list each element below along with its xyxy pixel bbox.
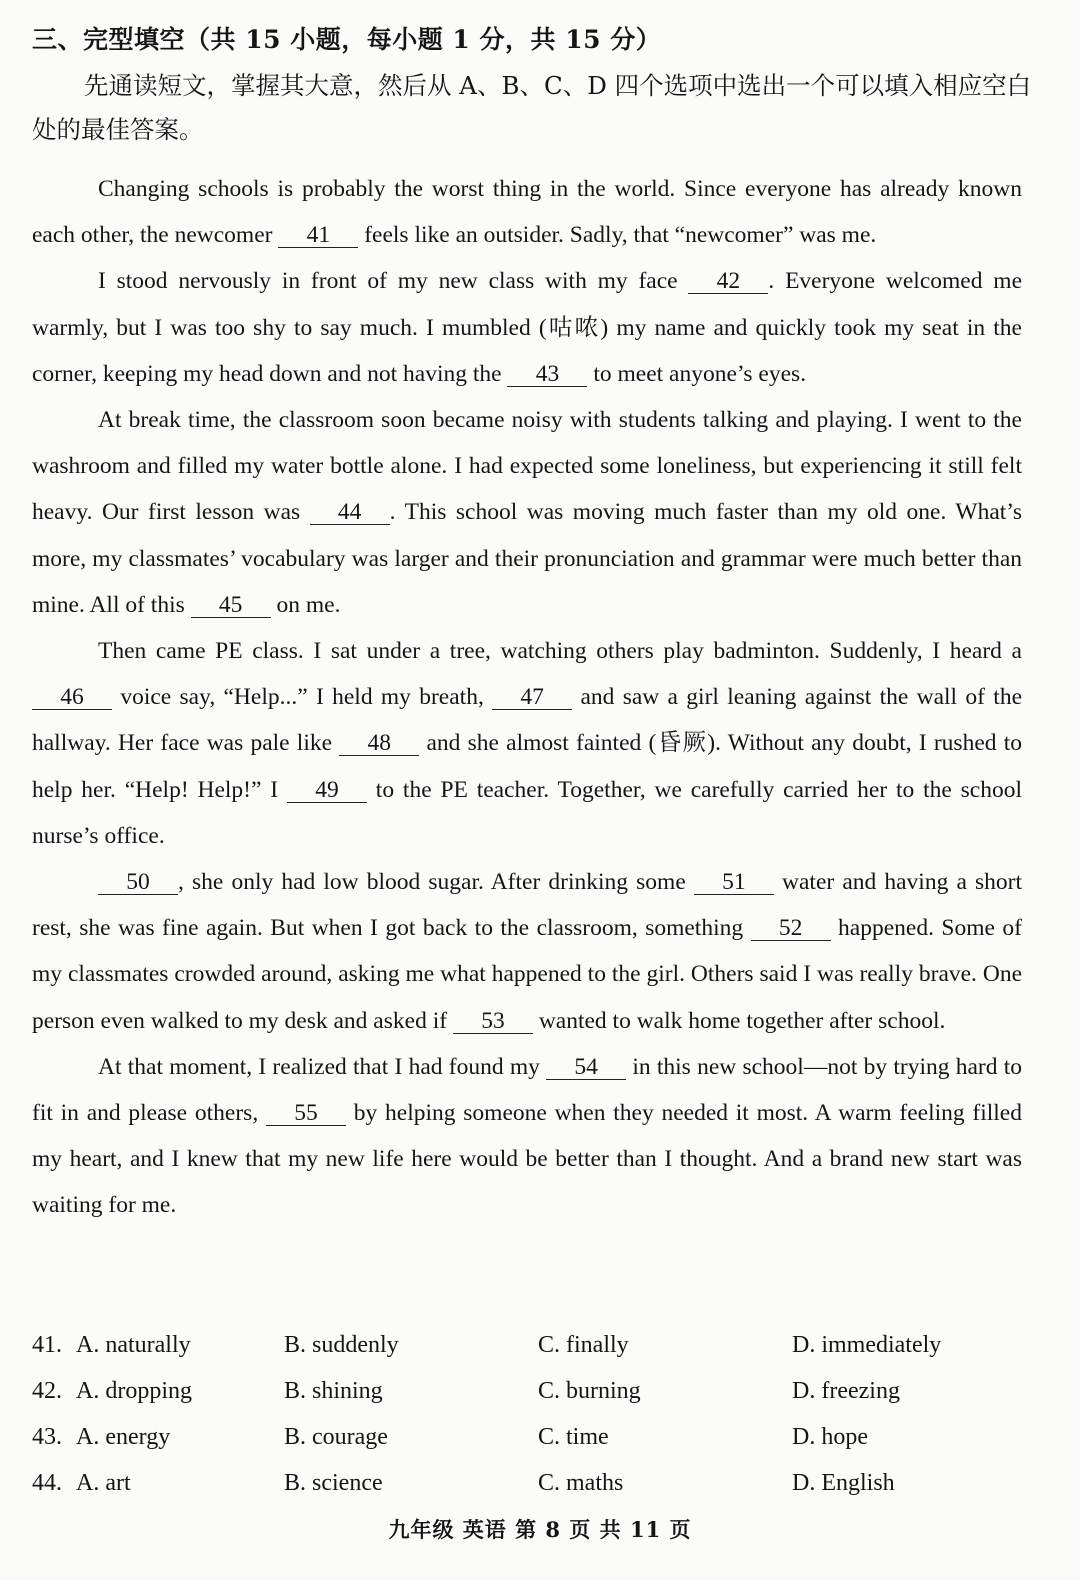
passage-text: to the PE teacher. Together, we carefully carried her to the school nurse’s office. xyxy=(32,776,1023,849)
page-footer: 九年级 英语 第 8 页 共 11 页 xyxy=(388,1517,692,1542)
passage-text: by helping someone when they needed it most. A warm feeling filled my heart, and I knew that my new life here would be better than I thought. And a brand new start was waiting for me. xyxy=(32,1100,1022,1219)
cloze-passage xyxy=(32,166,1022,1229)
passage-text: in this new school—not by trying hard to fit in and please others, xyxy=(32,1053,1022,1127)
passage-text: voice say, “Help...” I held my breath, xyxy=(112,684,493,711)
option-c: C. burning xyxy=(538,1377,641,1404)
blank-49: 49 xyxy=(287,778,367,803)
paragraph-5 xyxy=(32,859,1022,1044)
blank-50: 50 xyxy=(98,870,178,895)
option-c: C. time xyxy=(538,1423,609,1450)
option-row xyxy=(32,1460,1032,1506)
option-a: A. naturally xyxy=(76,1331,191,1358)
paragraph-2 xyxy=(32,258,1022,397)
option-row xyxy=(32,1322,1032,1368)
paragraph-6 xyxy=(32,1044,1022,1229)
passage-text: happened. Some of my classmates crowded around, asking me what happened to the girl. Others said I was really brave. One person even walked to my desk and asked if xyxy=(32,915,1022,1034)
question-number: 42. xyxy=(32,1377,62,1404)
passage-text: on me. xyxy=(270,591,341,618)
blank-45: 45 xyxy=(191,593,271,618)
blank-42: 42 xyxy=(688,269,768,294)
blank-51: 51 xyxy=(694,870,774,895)
passage-text: feels like an outsider. Sadly, that “newcomer” was me. xyxy=(358,222,877,249)
blank-54: 54 xyxy=(546,1055,626,1080)
option-c: C. finally xyxy=(538,1331,629,1358)
passage-text: , she only had low blood sugar. After drinking some xyxy=(178,869,694,896)
option-a: A. energy xyxy=(76,1423,171,1450)
option-b: B. suddenly xyxy=(284,1331,399,1358)
blank-48: 48 xyxy=(339,731,419,756)
passage-text: Changing schools is probably the worst thing in the world. Since everyone has already known each other, the newcomer xyxy=(32,176,1022,249)
option-d: D. freezing xyxy=(792,1377,900,1404)
option-row xyxy=(32,1368,1032,1414)
passage-text: . Everyone welcomed me warmly, but I was too shy to say much. I mumbled (咕哝) my name and quickly took my seat in the corner, keeping my head down and not having the xyxy=(32,268,1022,387)
blank-55: 55 xyxy=(266,1101,346,1126)
blank-41: 41 xyxy=(278,223,358,248)
passage-text: to meet anyone’s eyes. xyxy=(587,360,807,387)
passage-text: and saw a girl leaning against the wall of the hallway. Her face was pale like xyxy=(32,684,1022,757)
blank-53: 53 xyxy=(453,1009,533,1034)
passage-text: . This school was moving much faster than my old one. What’s more, my classmates’ vocabulary was larger and their pronunciation and grammar were much better than mine. All of this xyxy=(32,499,1022,618)
option-b: B. courage xyxy=(284,1423,388,1450)
paragraph-3 xyxy=(32,397,1022,628)
question-number: 41. xyxy=(32,1331,62,1358)
question-number: 43. xyxy=(32,1423,62,1450)
option-a: A. dropping xyxy=(76,1377,192,1404)
paragraph-1 xyxy=(32,166,1022,258)
option-a: A. art xyxy=(76,1469,131,1496)
passage-text: water and having a short rest, she was fine again. But when I got back to the classroom, something xyxy=(32,869,1022,942)
option-d: D. immediately xyxy=(792,1331,942,1358)
blank-52: 52 xyxy=(751,916,831,941)
option-c: C. maths xyxy=(538,1469,624,1496)
option-row xyxy=(32,1414,1032,1460)
passage-text: wanted to walk home together after school. xyxy=(532,1007,946,1034)
passage-text: At that moment, I realized that I had found my xyxy=(98,1053,547,1080)
option-d: D. hope xyxy=(792,1423,868,1450)
blank-46: 46 xyxy=(32,685,112,710)
paragraph-4 xyxy=(32,628,1022,859)
blank-44: 44 xyxy=(310,500,390,525)
passage-text: Then came PE class. I sat under a tree, watching others play badminton. Suddenly, I heard a xyxy=(98,638,1022,665)
passage-text: I stood nervously in front of my new class with my face xyxy=(98,268,689,295)
blank-43: 43 xyxy=(507,362,587,387)
passage-text: and she almost fainted (昏厥). Without any doubt, I rushed to help her. “Help! Help!” I xyxy=(32,730,1022,803)
option-d: D. English xyxy=(792,1469,895,1496)
section-title: 三、完型填空（共 15 小题，每小题 1 分，共 15 分） xyxy=(32,25,662,54)
question-number: 44. xyxy=(32,1469,62,1496)
option-b: B. shining xyxy=(284,1377,383,1404)
blank-47: 47 xyxy=(492,685,572,710)
option-b: B. science xyxy=(284,1469,383,1496)
passage-text: At break time, the classroom soon became noisy with students talking and playing. I went to the washroom and filled my water bottle alone. I had expected some loneliness, but experiencing it still felt heavy. Our first lesson was xyxy=(32,407,1022,526)
section-instructions: 先通读短文，掌握其大意，然后从 A、B、C、D 四个选项中选出一个可以填入相应空白处的最佳答案。 xyxy=(32,71,1032,144)
answer-options xyxy=(32,1322,1032,1506)
